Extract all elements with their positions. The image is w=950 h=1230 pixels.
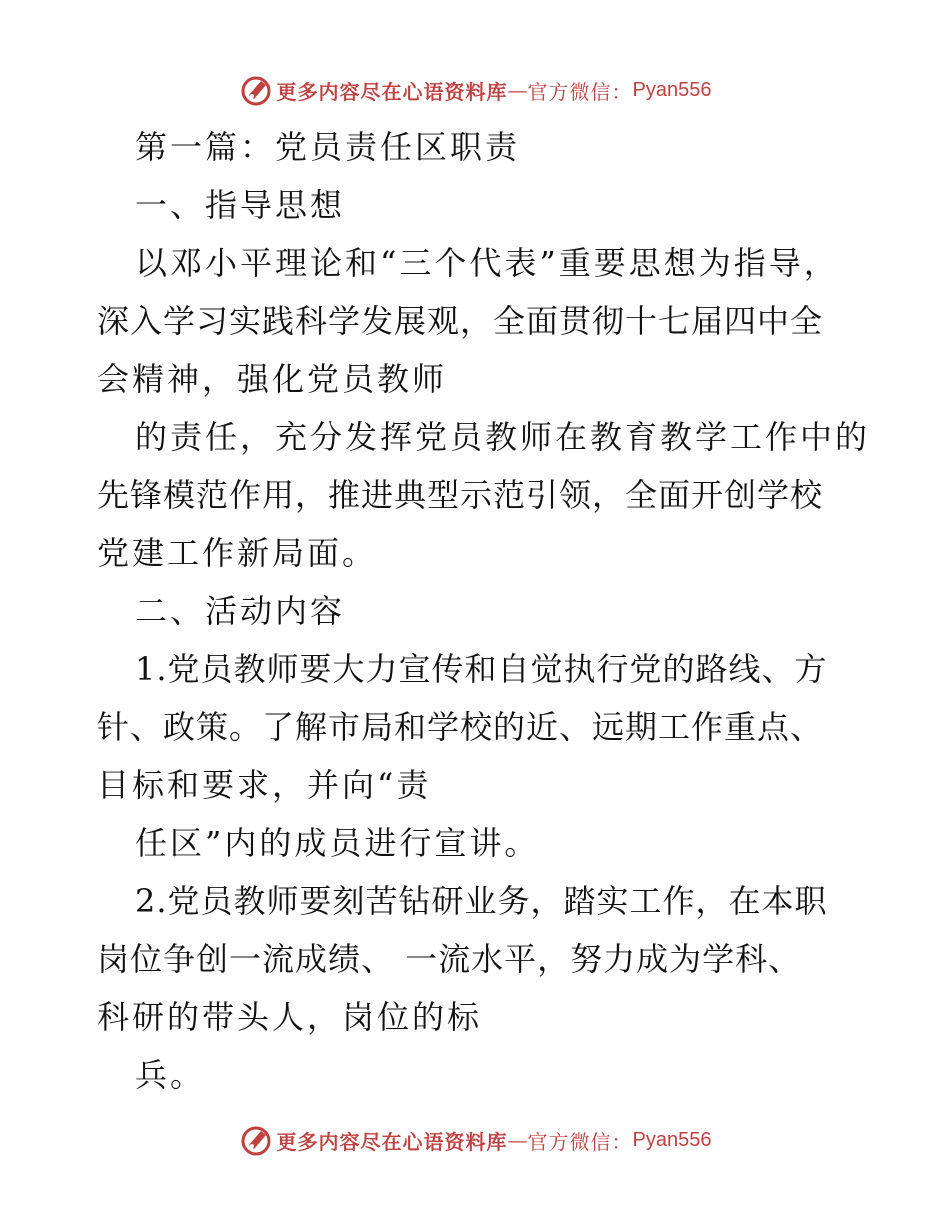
pen-nib-circle-icon	[239, 1123, 273, 1157]
list-item-line: 1.党员教师要大力宣传和自觉执行党的路线、方	[135, 650, 828, 688]
list-item-line: 科研的带头人，岗位的标	[97, 998, 483, 1036]
watermark-wechat-label: 官方微信：	[527, 1129, 633, 1154]
paragraph-line: 深入学习实践科学发展观，全面贯彻十七届四中全	[97, 302, 824, 340]
list-item-line: 兵。	[135, 1056, 206, 1094]
paragraph-line: 以邓小平理论和“三个代表”重要思想为指导，	[135, 244, 839, 282]
watermark-wechat-label: 官方微信：	[527, 79, 633, 104]
watermark-wechat-id: Pyan556	[632, 78, 712, 101]
footer-watermark-banner	[0, 1120, 950, 1160]
list-item-line: 岗位争创一流成绩、 一流水平，努力成为学科、	[97, 940, 802, 978]
pen-nib-circle-icon	[239, 73, 273, 107]
watermark-separator: —	[507, 1128, 528, 1152]
paragraph-line: 的责任，充分发挥党员教师在教育教学工作中的	[135, 418, 871, 456]
section-heading-guiding-thought: 一、指导思想	[135, 186, 346, 224]
paragraph-line: 会精神，强化党员教师	[97, 360, 448, 398]
document-body	[97, 125, 871, 1111]
list-item-line: 2.党员教师要刻苦钻研业务，踏实工作，在本职	[135, 882, 828, 920]
watermark-main-text: 更多内容尽在心语资料库	[276, 79, 508, 104]
list-item-line: 针、政策。了解市局和学校的近、远期工作重点、	[97, 708, 824, 746]
section-heading-activity-content: 二、活动内容	[135, 592, 346, 630]
header-watermark-banner	[0, 70, 950, 110]
watermark-main-text: 更多内容尽在心语资料库	[276, 1129, 508, 1154]
watermark-wechat-id: Pyan556	[632, 1128, 712, 1151]
document-title: 第一篇：党员责任区职责	[135, 128, 521, 166]
list-item-line: 目标和要求，并向“责	[97, 766, 432, 804]
list-item-line: 任区”内的成员进行宣讲。	[135, 824, 540, 862]
watermark-separator: —	[507, 78, 528, 102]
paragraph-line: 党建工作新局面。	[97, 534, 378, 572]
paragraph-line: 先锋模范作用，推进典型示范引领，全面开创学校	[97, 476, 824, 514]
